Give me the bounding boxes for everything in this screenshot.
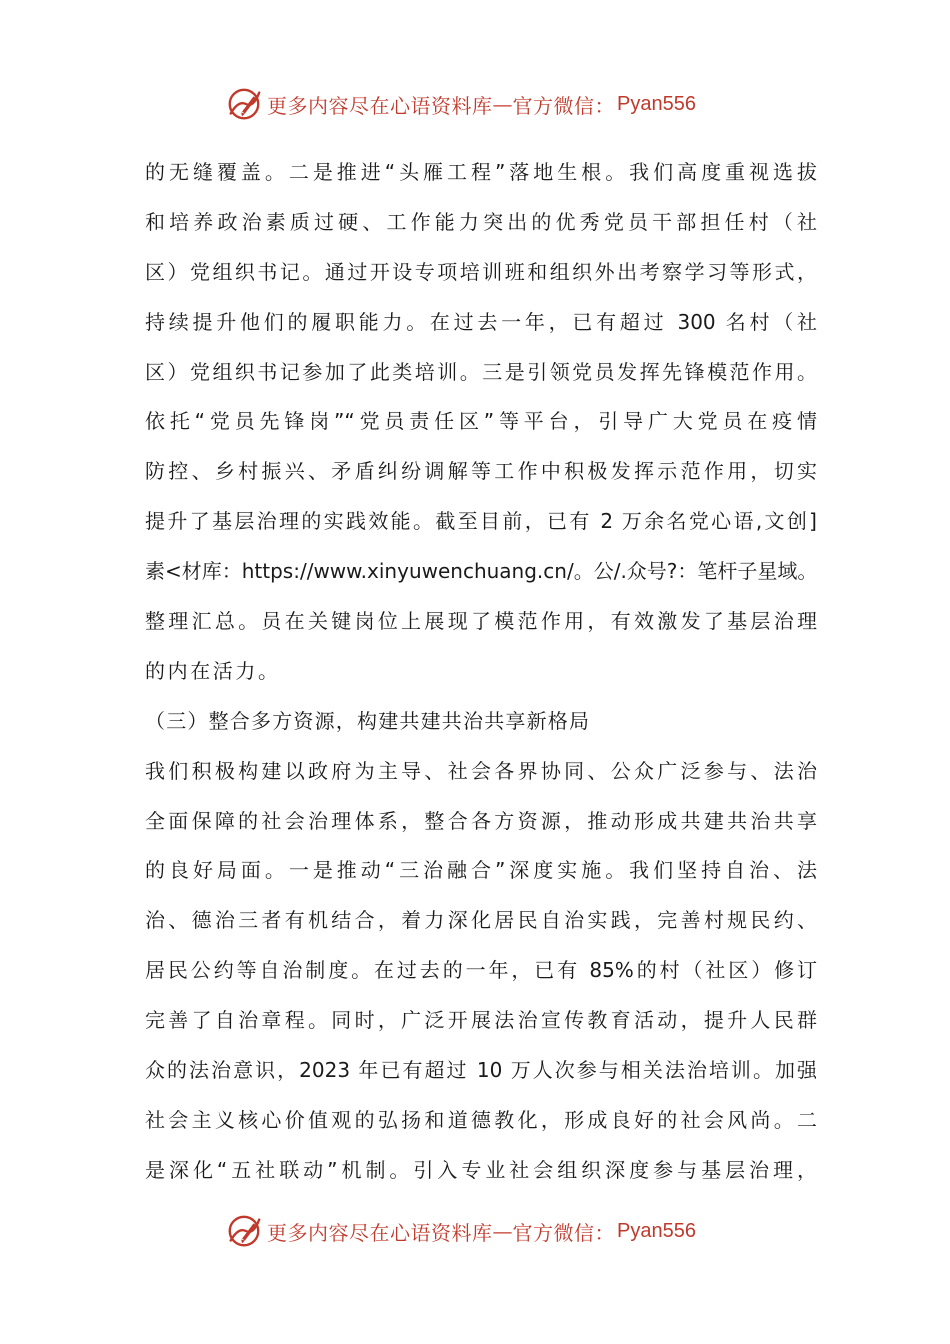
banner-label: 官方微信： [512,1220,615,1245]
banner-wechat-id: Pyan556 [617,92,696,115]
body-line: 防控、乡村振兴、矛盾纠纷调解等工作中积极发挥示范作用，切实 [145,459,817,484]
body-line: 的内在活力。 [145,658,281,683]
body-line: 全面保障的社会治理体系，整合各方资源，推动形成共建共治共享 [145,808,817,833]
body-line: 和培养政治素质过硬、工作能力突出的优秀党员干部担任村（社 [145,209,817,234]
body-line: 社会主义核心价值观的弘扬和道德教化，形成良好的社会风尚。二 [145,1107,817,1132]
body-line: 治、德治三者有机结合，着力深化居民自治实践，完善村规民约、 [145,908,817,933]
body-line: 的无缝覆盖。二是推进“头雁工程”落地生根。我们高度重视选拔 [145,160,817,184]
banner-label: 官方微信： [512,93,615,118]
body-line: 整理汇总。员在关键岗位上展现了模范作用，有效激发了基层治理 [145,609,817,634]
body-line: 居民公约等自治制度。在过去的一年，已有 85%的村（社区）修订 [145,958,817,983]
header-banner [225,84,696,124]
banner-slogan: 更多内容尽在心语资料库 [267,93,493,118]
body-line: 提升了基层治理的实践效能。截至目前，已有 2 万余名党心语,文创] [145,509,817,534]
section-heading: （三）整合多方资源，构建共建共治共享新格局 [145,708,591,733]
body-line: 的良好局面。一是推动“三治融合”深度实施。我们坚持自治、法 [145,858,817,883]
footer-banner [225,1211,696,1251]
body-line: 众的法治意识，2023 年已有超过 10 万人次参与相关法治培训。加强 [145,1058,817,1083]
body-line: 素<材库：https://www.xinyuwenchuang.cn/。公/.众号?：笔杆子星域。 [145,559,817,584]
banner-slogan: 更多内容尽在心语资料库 [267,1220,493,1245]
body-line: 区）党组织书记。通过开设专项培训班和组织外出考察学习等形式， [145,259,817,284]
document-body [145,148,817,1196]
body-line: 完善了自治章程。同时，广泛开展法治宣传教育活动，提升人民群 [145,1008,817,1033]
pen-circle-logo-icon [225,85,263,123]
body-line: 依托“党员先锋岗”“党员责任区”等平台，引导广大党员在疫情 [145,409,817,434]
body-line: 持续提升他们的履职能力。在过去一年，已有超过 300 名村（社 [145,309,817,334]
body-line: 区）党组织书记参加了此类培训。三是引领党员发挥先锋模范作用。 [145,359,817,384]
banner-separator: — [492,1219,513,1243]
body-line: 我们积极构建以政府为主导、社会各界协同、公众广泛参与、法治 [145,758,817,783]
pen-circle-logo-icon [225,1212,263,1250]
body-line: 是深化“五社联动”机制。引入专业社会组织深度参与基层治理， [145,1157,817,1182]
banner-wechat-id: Pyan556 [617,1219,696,1242]
banner-separator: — [492,92,513,116]
